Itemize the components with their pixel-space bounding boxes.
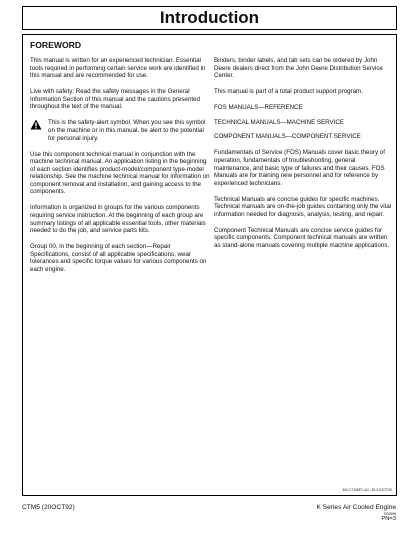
paragraph-component-manual: Use this component technical manual in conjunction with the machine technical manual. An application listing in the beginning of each section identifies product-model/component type-model relationship. See the machine technical manual for information on component removal and installation, and gaining access to the components. bbox=[30, 150, 210, 196]
manual-type-fos: FOS MANUALS—REFERENCE bbox=[214, 104, 303, 112]
frame-code: MX,CTM5FC,A1 -19-21OCT92 bbox=[342, 488, 392, 492]
right-column bbox=[214, 57, 392, 258]
content-frame bbox=[22, 34, 397, 496]
page-title-box bbox=[22, 6, 397, 30]
page-title: Introduction bbox=[159, 8, 260, 27]
paragraph-technical-manuals: Technical Manuals are concise guides for specific machines. Technical manuals are on-the-job guides containing only the vital information needed for diagnosis, analysis, testing, and repair. bbox=[214, 195, 392, 218]
paragraph-component-manuals: Component Technical Manuals are concise service guides for specific components. Component technical manuals are written as stand-alone manuals covering multiple machine applications. bbox=[214, 226, 390, 250]
paragraph-binders: Binders, binder labels, and tab sets can be ordered by John Deere dealers direct from the John Deere Distribution Service Center. bbox=[214, 57, 383, 80]
footer-manual-code: CTM5 (20OCT92) bbox=[22, 504, 75, 511]
paragraph-live-with-safety: Live with safety: Read the safety messages in the General Information Section of this manual and the cautions presented throughout the text of the manual. bbox=[30, 88, 200, 111]
paragraph-groups: Information is organized in groups for the various components requiring service instruction. At the beginning of each group are summary listings of all applicable essential tools, other materials needed to do the job, and service parts kits. bbox=[30, 204, 206, 235]
left-column bbox=[30, 57, 212, 282]
footer-right bbox=[316, 504, 396, 522]
paragraph-intro: This manual is written for an experienced technician. Essential tools required in performing certain service work are identified in this manual and are recommended for use. bbox=[30, 57, 206, 80]
footer-page-number: PN=3 bbox=[381, 516, 396, 522]
paragraph-fos-manuals: Fundamentals of Service (FOS) Manuals cover basic theory of operation, fundamentals of troubleshooting, general maintenance, and basic type of failures and their causes. FOS Manuals are for training new personnel and for reference by experienced technicians. bbox=[214, 149, 385, 187]
safety-alert-text: This is the safety-alert symbol. When you see this symbol on the machine or in this manual, be alert to the potential for personal injury. bbox=[48, 119, 206, 142]
section-heading: FOREWORD bbox=[30, 40, 82, 50]
footer-small-code: 020996 bbox=[384, 512, 396, 516]
paragraph-group-00: Group 00, in the beginning of each section—Repair Specifications, consist of all applicable specifications, wear tolerances and specific torque values for various components on each engine. bbox=[30, 243, 207, 274]
paragraph-support-program: This manual is part of a total product support program. bbox=[214, 88, 363, 96]
safety-alert-icon bbox=[30, 119, 42, 130]
manual-type-technical: TECHNICAL MANUALS—MACHINE SERVICE bbox=[214, 118, 344, 126]
safety-alert bbox=[30, 119, 212, 142]
manual-type-component: COMPONENT MANUALS—COMPONENT SERVICE bbox=[214, 133, 361, 141]
footer-product-name: K Series Air Cooled Engine bbox=[316, 504, 396, 511]
